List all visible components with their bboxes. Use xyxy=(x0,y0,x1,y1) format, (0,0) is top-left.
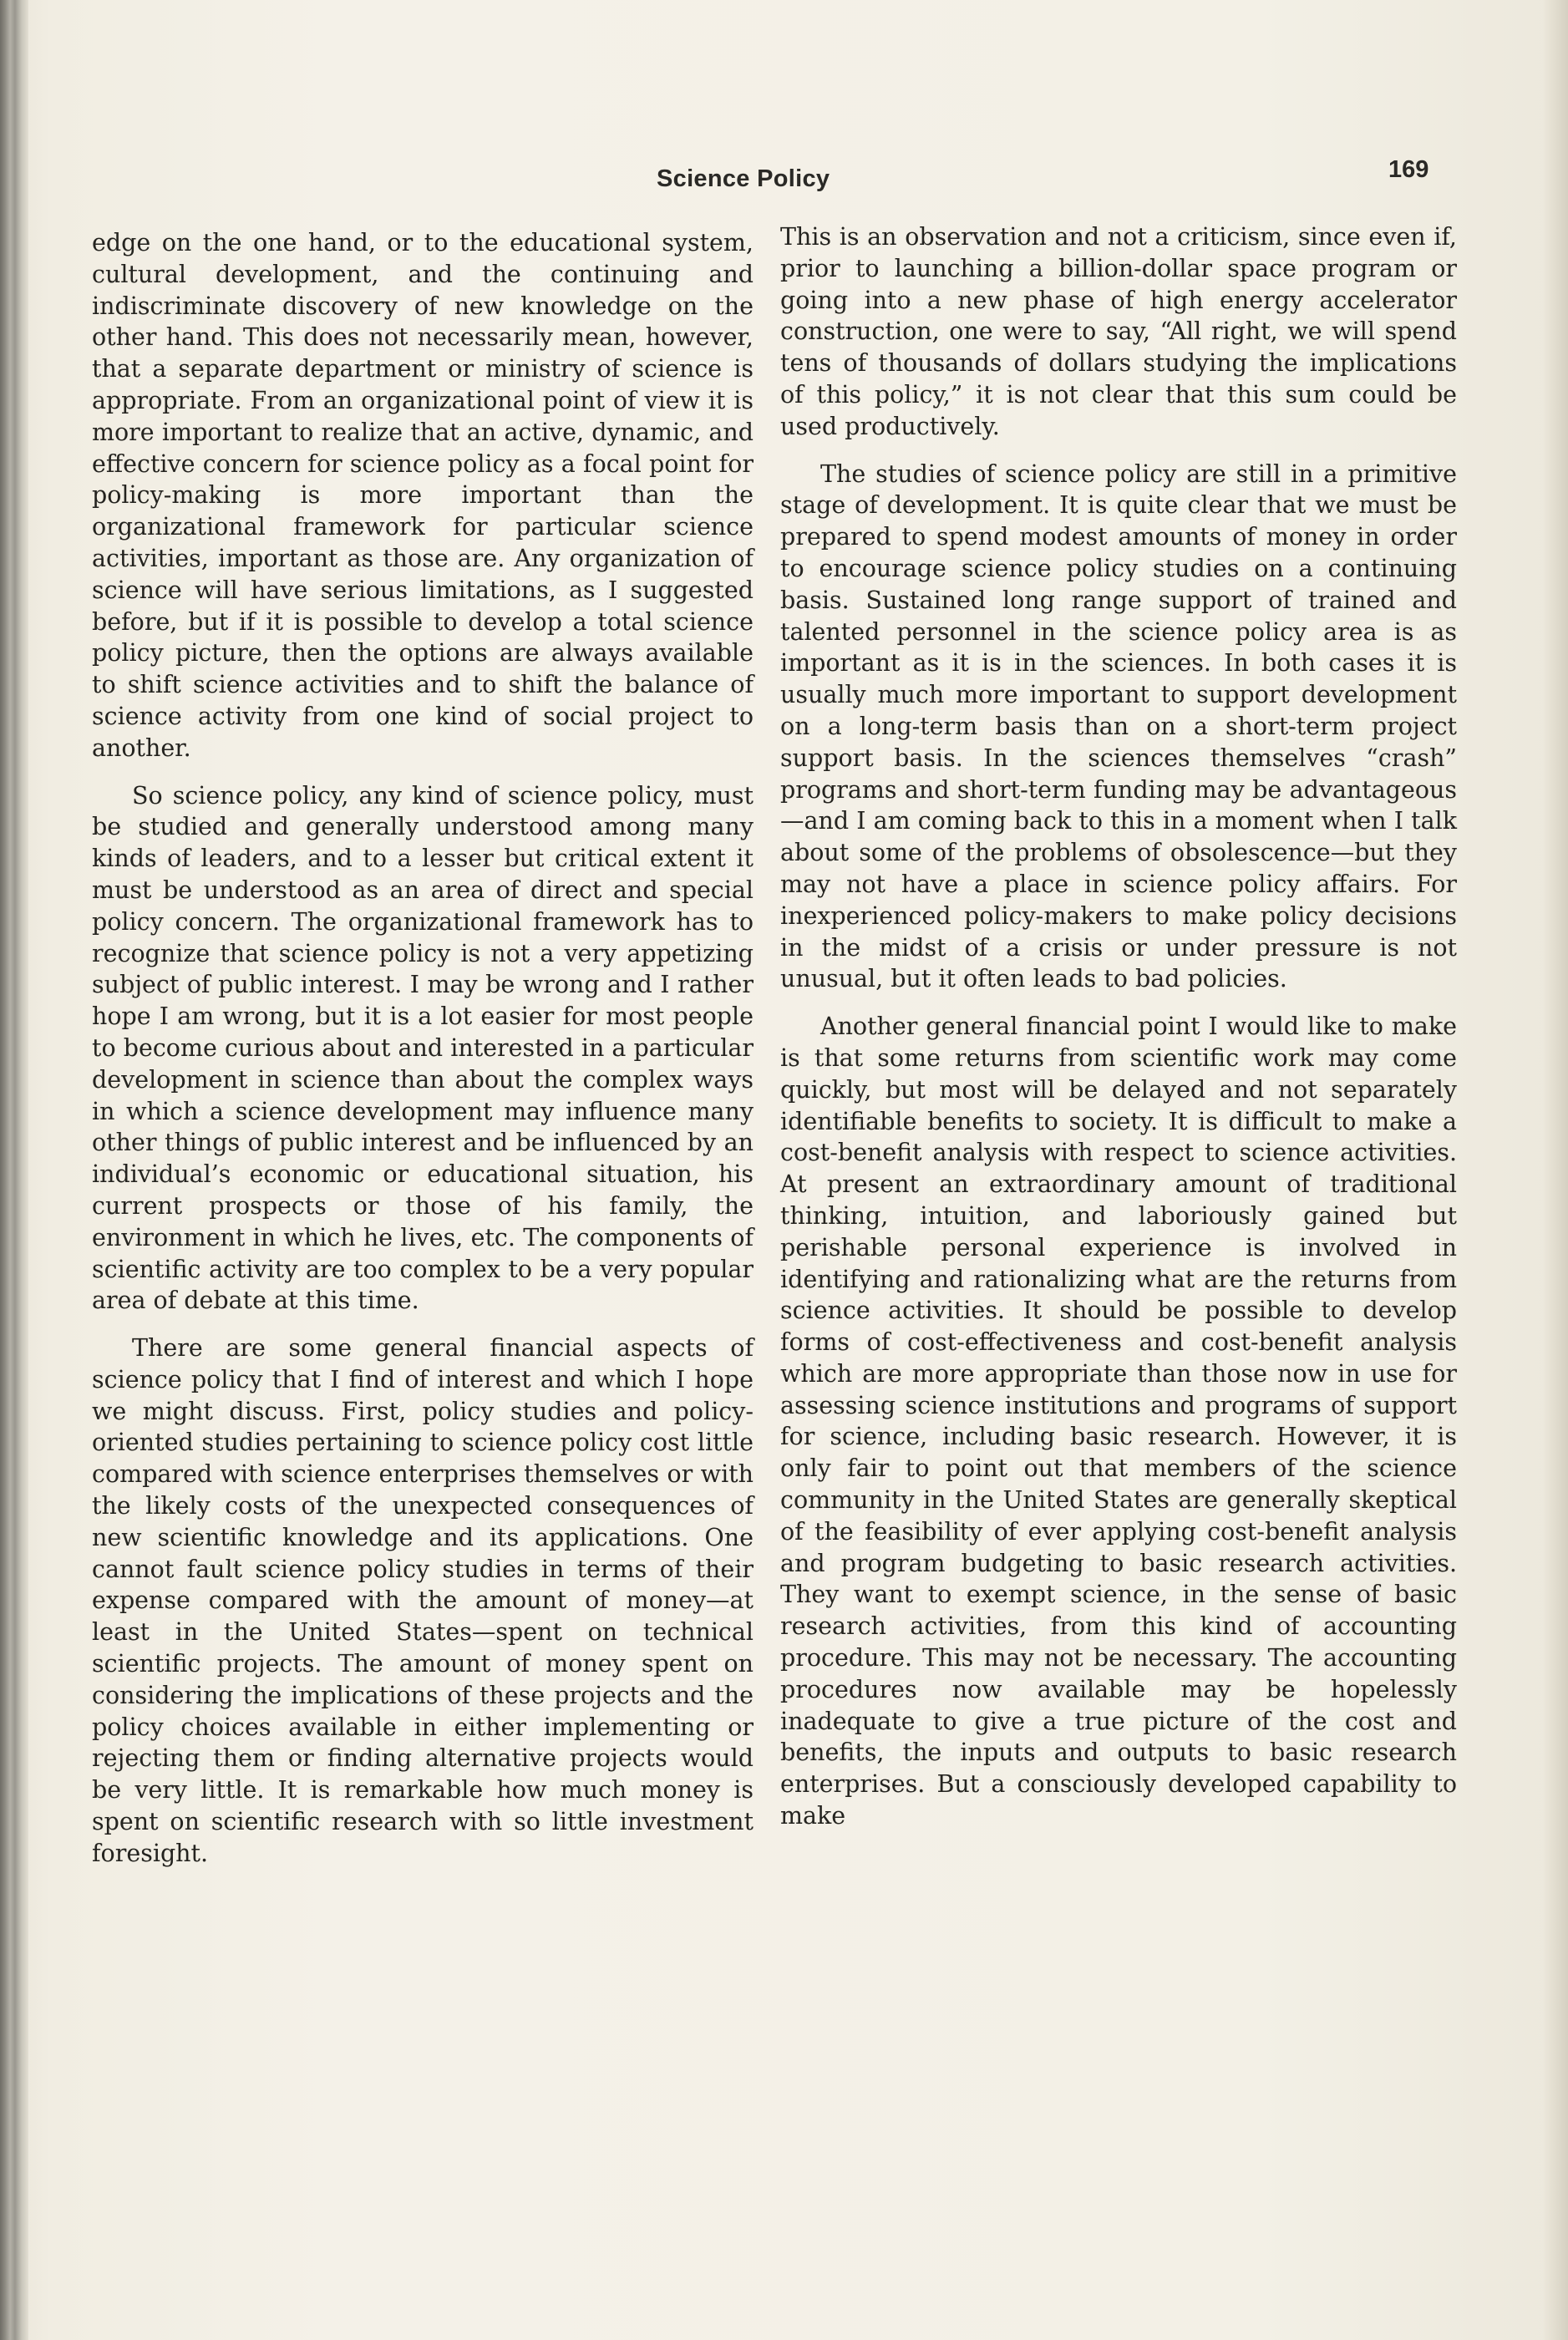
paragraph: The studies of science policy are still in a primitive stage of development. It is quite clear that we must be prepared to spend modest amounts of money in order to encourage science policy studies on a continuing basis. Sustained long range support of trained and talented personnel in the science policy area is as important as it is in the sciences. In both cases it is usually much more important to support development on a long-term basis than on a short-term project support basis. In the sciences themselves “crash” programs and short-term funding may be advantageous—and I am coming back to this in a moment when I talk about some of the problems of obsolescence—but they may not have a place in science policy affairs. For inexperienced policy-makers to make policy decisions in the midst of a crisis or under pressure is not unusual, but it often leads to bad policies. xyxy=(780,459,1457,993)
paragraph: edge on the one hand, or to the educational system, cultural development, and the continuing and indiscriminate discovery of new knowledge on the other hand. This does not necessarily mean, however, that a separate department or ministry of science is appropriate. From an organizational point of view it is more important to realize that an active, dynamic, and effective concern for science policy as a focal point for policy-making is more important than the organizational framework for particular science activities, important as those are. Any organization of science will have serious limitations, as I suggested before, but if it is possible to develop a total science policy picture, then the options are always available to shift science activities and to shift the balance of science activity from one kind of social project to another. xyxy=(92,229,754,762)
left-text-column xyxy=(92,227,754,1886)
right-text-column xyxy=(780,221,1457,1848)
running-head-title: Science Policy xyxy=(657,165,830,192)
page-edge-shadow xyxy=(1543,0,1568,2340)
paragraph: This is an observation and not a criticism, since even if, prior to launching a billion-dollar space program or going into a new phase of high energy accelerator construction, one were to say, “All right, we will spend tens of thousands of dollars studying the implications of this policy,” it is not clear that this sum could be used productively. xyxy=(780,223,1457,440)
paragraph: There are some general financial aspects of science policy that I find of interest and which I hope we might discuss. First, policy studies and policy-oriented studies pertaining to science policy cost little compared with science enterprises themselves or with the likely costs of the unexpected consequences of new scientific knowledge and its applications. One cannot fault science policy studies in terms of their expense compared with the amount of money—at least in the United States—spent on technical scientific projects. The amount of money spent on considering the implications of these projects and the policy choices available in either implementing or rejecting them or finding alternative projects would be very little. It is remarkable how much money is spent on scientific research with so little investment foresight. xyxy=(92,1334,754,1867)
book-binding-shadow xyxy=(0,0,28,2340)
paragraph: Another general financial point I would like to make is that some returns from scientific work may come quickly, but most will be delayed and not separately identifiable benefits to society. It is difficult to make a cost-benefit analysis with respect to science activities. At present an extraordinary amount of traditional thinking, intuition, and laboriously gained but perishable personal experience is involved in identifying and rationalizing what are the returns from science activities. It should be possible to develop forms of cost-effectiveness and cost-benefit analysis which are more appropriate than those now in use for assessing science institutions and programs of support for science, including basic research. However, it is only fair to point out that members of the science community in the United States are generally skeptical of the feasibility of ever applying cost-benefit analysis and program budgeting to basic research activities. They want to exempt science, in the sense of basic research activities, from this kind of accounting procedure. This may not be necessary. The accounting procedures now available may be hopelessly inadequate to give a true picture of the cost and benefits, the inputs and outputs to basic research enterprises. But a consciously developed capability to make xyxy=(780,1013,1457,1830)
paragraph: So science policy, any kind of science policy, must be studied and generally understood among many kinds of leaders, and to a lesser but critical extent it must be understood as an area of direct and special policy concern. The organizational framework has to recognize that science policy is not a very appetizing subject of public interest. I may be wrong and I rather hope I am wrong, but it is a lot easier for most people to become curious about and interested in a particular development in science than about the complex ways in which a science development may influence many other things of public interest and be influenced by an individual’s economic or educational situation, his current prospects or those of his family, the environment in which he lives, etc. The components of scientific activity are too complex to be a very popular area of debate at this time. xyxy=(92,781,754,1315)
page-number: 169 xyxy=(1388,156,1429,183)
